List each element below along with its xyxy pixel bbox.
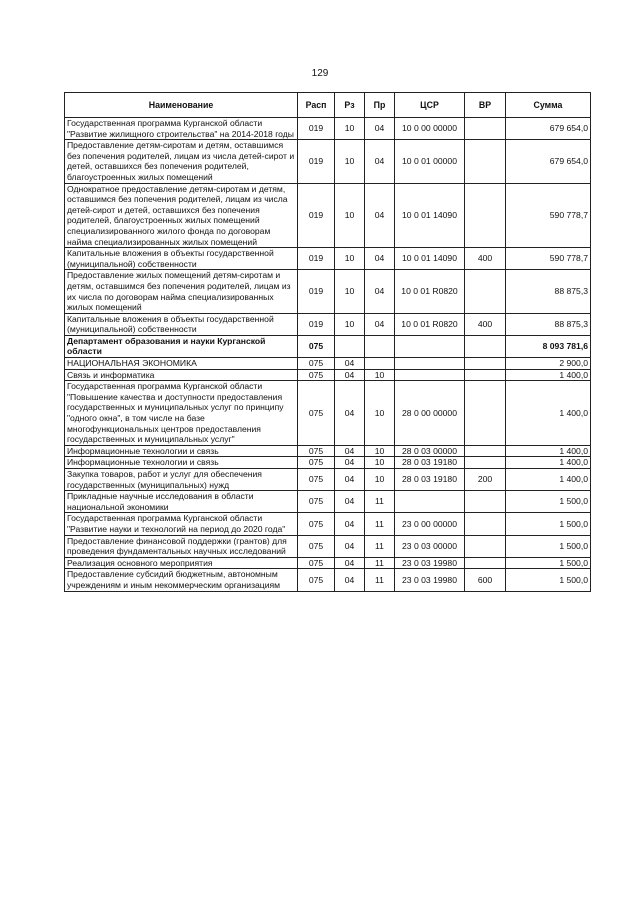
header-sum: Сумма <box>506 93 591 118</box>
cell-rasp: 075 <box>298 369 335 381</box>
cell-vr <box>465 535 506 557</box>
cell-csr: 28 0 03 19180 <box>395 469 465 491</box>
header-csr: ЦСР <box>395 93 465 118</box>
cell-rasp: 075 <box>298 491 335 513</box>
cell-pr: 10 <box>365 457 395 469</box>
cell-sum: 1 400,0 <box>506 369 591 381</box>
cell-vr: 400 <box>465 313 506 335</box>
cell-rz: 04 <box>335 358 365 370</box>
cell-pr: 11 <box>365 491 395 513</box>
header-rasp: Расп <box>298 93 335 118</box>
cell-name: Информационные технологии и связь <box>65 457 298 469</box>
cell-csr: 10 0 01 14090 <box>395 183 465 248</box>
cell-pr: 10 <box>365 381 395 446</box>
cell-name: Государственная программа Курганской области "Развитие науки и технологий на период до 2020 года" <box>65 513 298 535</box>
cell-vr <box>465 270 506 313</box>
cell-sum: 1 400,0 <box>506 381 591 446</box>
cell-pr: 04 <box>365 313 395 335</box>
cell-sum: 1 400,0 <box>506 457 591 469</box>
cell-name: Предоставление детям-сиротам и детям, оставшимся без попечения родителей, лицам из числа детей-сирот и детей, оставшихся без попечения родителей, благоустроенных жилых помещений <box>65 140 298 183</box>
cell-rz: 10 <box>335 140 365 183</box>
cell-name: Закупка товаров, работ и услуг для обеспечения государственных (муниципальных) нужд <box>65 469 298 491</box>
cell-sum: 1 400,0 <box>506 445 591 457</box>
cell-pr: 10 <box>365 369 395 381</box>
cell-vr: 200 <box>465 469 506 491</box>
cell-sum: 8 093 781,6 <box>506 335 591 357</box>
header-vr: ВР <box>465 93 506 118</box>
cell-csr <box>395 358 465 370</box>
cell-rz: 10 <box>335 183 365 248</box>
table-row <box>65 557 591 569</box>
cell-sum: 1 500,0 <box>506 557 591 569</box>
cell-sum: 2 900,0 <box>506 358 591 370</box>
cell-rz <box>335 335 365 357</box>
cell-csr: 10 0 01 R0820 <box>395 313 465 335</box>
cell-name: Прикладные научные исследования в области национальной экономики <box>65 491 298 513</box>
cell-pr: 04 <box>365 183 395 248</box>
cell-rasp: 075 <box>298 535 335 557</box>
table-row <box>65 457 591 469</box>
table-row <box>65 270 591 313</box>
cell-pr: 10 <box>365 469 395 491</box>
cell-rz: 10 <box>335 313 365 335</box>
cell-name: Государственная программа Курганской области "Развитие жилищного строительства" на 2014-2018 годы <box>65 118 298 140</box>
cell-sum: 1 500,0 <box>506 569 591 591</box>
cell-csr: 23 0 03 00000 <box>395 535 465 557</box>
cell-rz: 04 <box>335 491 365 513</box>
cell-rasp: 075 <box>298 513 335 535</box>
cell-sum: 88 875,3 <box>506 313 591 335</box>
header-name: Наименование <box>65 93 298 118</box>
cell-rz: 04 <box>335 557 365 569</box>
cell-csr <box>395 491 465 513</box>
cell-rasp: 075 <box>298 358 335 370</box>
table-row <box>65 335 591 357</box>
cell-rz: 10 <box>335 270 365 313</box>
cell-rasp: 019 <box>298 140 335 183</box>
table-row <box>65 569 591 591</box>
cell-csr <box>395 335 465 357</box>
cell-name: Реализация основного мероприятия <box>65 557 298 569</box>
cell-name: Однократное предоставление детям-сиротам и детям, оставшимся без попечения родителей, лицам из числа детей-сирот и детей, оставшихся без попечения родителей, благоустроенных жилых помещений специализированного жилого фонда по договорам найма специализированных жилых помещений <box>65 183 298 248</box>
cell-sum: 1 500,0 <box>506 535 591 557</box>
cell-pr: 04 <box>365 248 395 270</box>
cell-name: Государственная программа Курганской области "Повышение качества и доступности предоставления государственных и муниципальных услуг по принципу "одного окна", в том числе на базе многофункциональных центров предоставления государственных и муниципальных услуг" <box>65 381 298 446</box>
table-row <box>65 248 591 270</box>
cell-csr: 10 0 01 14090 <box>395 248 465 270</box>
cell-rasp: 075 <box>298 469 335 491</box>
cell-vr <box>465 358 506 370</box>
cell-pr: 11 <box>365 557 395 569</box>
table-row <box>65 369 591 381</box>
header-rz: Рз <box>335 93 365 118</box>
table-row <box>65 140 591 183</box>
page-number: 129 <box>311 68 329 79</box>
cell-csr <box>395 369 465 381</box>
cell-pr: 04 <box>365 118 395 140</box>
cell-rz: 04 <box>335 381 365 446</box>
cell-csr: 23 0 00 00000 <box>395 513 465 535</box>
table-row <box>65 445 591 457</box>
table-row <box>65 535 591 557</box>
cell-csr: 10 0 01 R0820 <box>395 270 465 313</box>
cell-rasp: 075 <box>298 557 335 569</box>
budget-table <box>64 92 591 592</box>
cell-name: Департамент образования и науки Курганской области <box>65 335 298 357</box>
cell-rasp: 019 <box>298 118 335 140</box>
cell-csr: 28 0 03 19180 <box>395 457 465 469</box>
cell-sum: 590 778,7 <box>506 248 591 270</box>
table-row <box>65 358 591 370</box>
cell-name: Капитальные вложения в объекты государственной (муниципальной) собственности <box>65 313 298 335</box>
cell-name: Предоставление финансовой поддержки (грантов) для проведения фундаментальных научных исследований <box>65 535 298 557</box>
cell-rasp: 019 <box>298 183 335 248</box>
cell-csr: 10 0 00 00000 <box>395 118 465 140</box>
cell-rz: 04 <box>335 569 365 591</box>
cell-rasp: 075 <box>298 381 335 446</box>
cell-pr: 11 <box>365 569 395 591</box>
cell-rasp: 075 <box>298 445 335 457</box>
cell-vr <box>465 140 506 183</box>
table-body <box>65 118 591 592</box>
table-row <box>65 381 591 446</box>
cell-vr <box>465 369 506 381</box>
cell-rz: 04 <box>335 469 365 491</box>
cell-vr <box>465 491 506 513</box>
table-row <box>65 491 591 513</box>
cell-sum: 679 654,0 <box>506 118 591 140</box>
cell-rz: 04 <box>335 513 365 535</box>
cell-vr <box>465 445 506 457</box>
cell-vr <box>465 457 506 469</box>
cell-vr <box>465 381 506 446</box>
cell-rasp: 019 <box>298 313 335 335</box>
cell-name: Информационные технологии и связь <box>65 445 298 457</box>
cell-sum: 679 654,0 <box>506 140 591 183</box>
cell-pr: 11 <box>365 535 395 557</box>
header-pr: Пр <box>365 93 395 118</box>
table-row <box>65 469 591 491</box>
cell-pr <box>365 335 395 357</box>
cell-name: Предоставление жилых помещений детям-сиротам и детям, оставшимся без попечения родителей, лицам из их числа по договорам найма специализированных жилых помещений <box>65 270 298 313</box>
cell-rz: 04 <box>335 369 365 381</box>
cell-rasp: 075 <box>298 569 335 591</box>
cell-sum: 1 400,0 <box>506 469 591 491</box>
cell-rz: 10 <box>335 248 365 270</box>
cell-vr: 400 <box>465 248 506 270</box>
table-row <box>65 118 591 140</box>
cell-rasp: 019 <box>298 248 335 270</box>
cell-vr: 600 <box>465 569 506 591</box>
cell-pr: 10 <box>365 445 395 457</box>
cell-rz: 04 <box>335 535 365 557</box>
cell-csr: 28 0 00 00000 <box>395 381 465 446</box>
cell-rasp: 019 <box>298 270 335 313</box>
cell-vr <box>465 557 506 569</box>
cell-sum: 88 875,3 <box>506 270 591 313</box>
cell-name: НАЦИОНАЛЬНАЯ ЭКОНОМИКА <box>65 358 298 370</box>
cell-pr: 11 <box>365 513 395 535</box>
cell-csr: 23 0 03 19980 <box>395 569 465 591</box>
cell-pr: 04 <box>365 270 395 313</box>
cell-csr: 10 0 01 00000 <box>395 140 465 183</box>
table-row <box>65 313 591 335</box>
cell-csr: 23 0 03 19980 <box>395 557 465 569</box>
cell-rz: 10 <box>335 118 365 140</box>
cell-rasp: 075 <box>298 457 335 469</box>
cell-pr: 04 <box>365 140 395 183</box>
cell-vr <box>465 513 506 535</box>
cell-name: Капитальные вложения в объекты государственной (муниципальной) собственности <box>65 248 298 270</box>
cell-sum: 1 500,0 <box>506 491 591 513</box>
table-row <box>65 513 591 535</box>
cell-name: Предоставление субсидий бюджетным, автономным учреждениям и иным некоммерческим организациям <box>65 569 298 591</box>
cell-vr <box>465 118 506 140</box>
table-row <box>65 183 591 248</box>
table-header-row <box>65 93 591 118</box>
cell-sum: 1 500,0 <box>506 513 591 535</box>
cell-rz: 04 <box>335 457 365 469</box>
cell-name: Связь и информатика <box>65 369 298 381</box>
cell-rz: 04 <box>335 445 365 457</box>
cell-vr <box>465 335 506 357</box>
cell-vr <box>465 183 506 248</box>
cell-csr: 28 0 03 00000 <box>395 445 465 457</box>
cell-rasp: 075 <box>298 335 335 357</box>
cell-pr <box>365 358 395 370</box>
cell-sum: 590 778,7 <box>506 183 591 248</box>
